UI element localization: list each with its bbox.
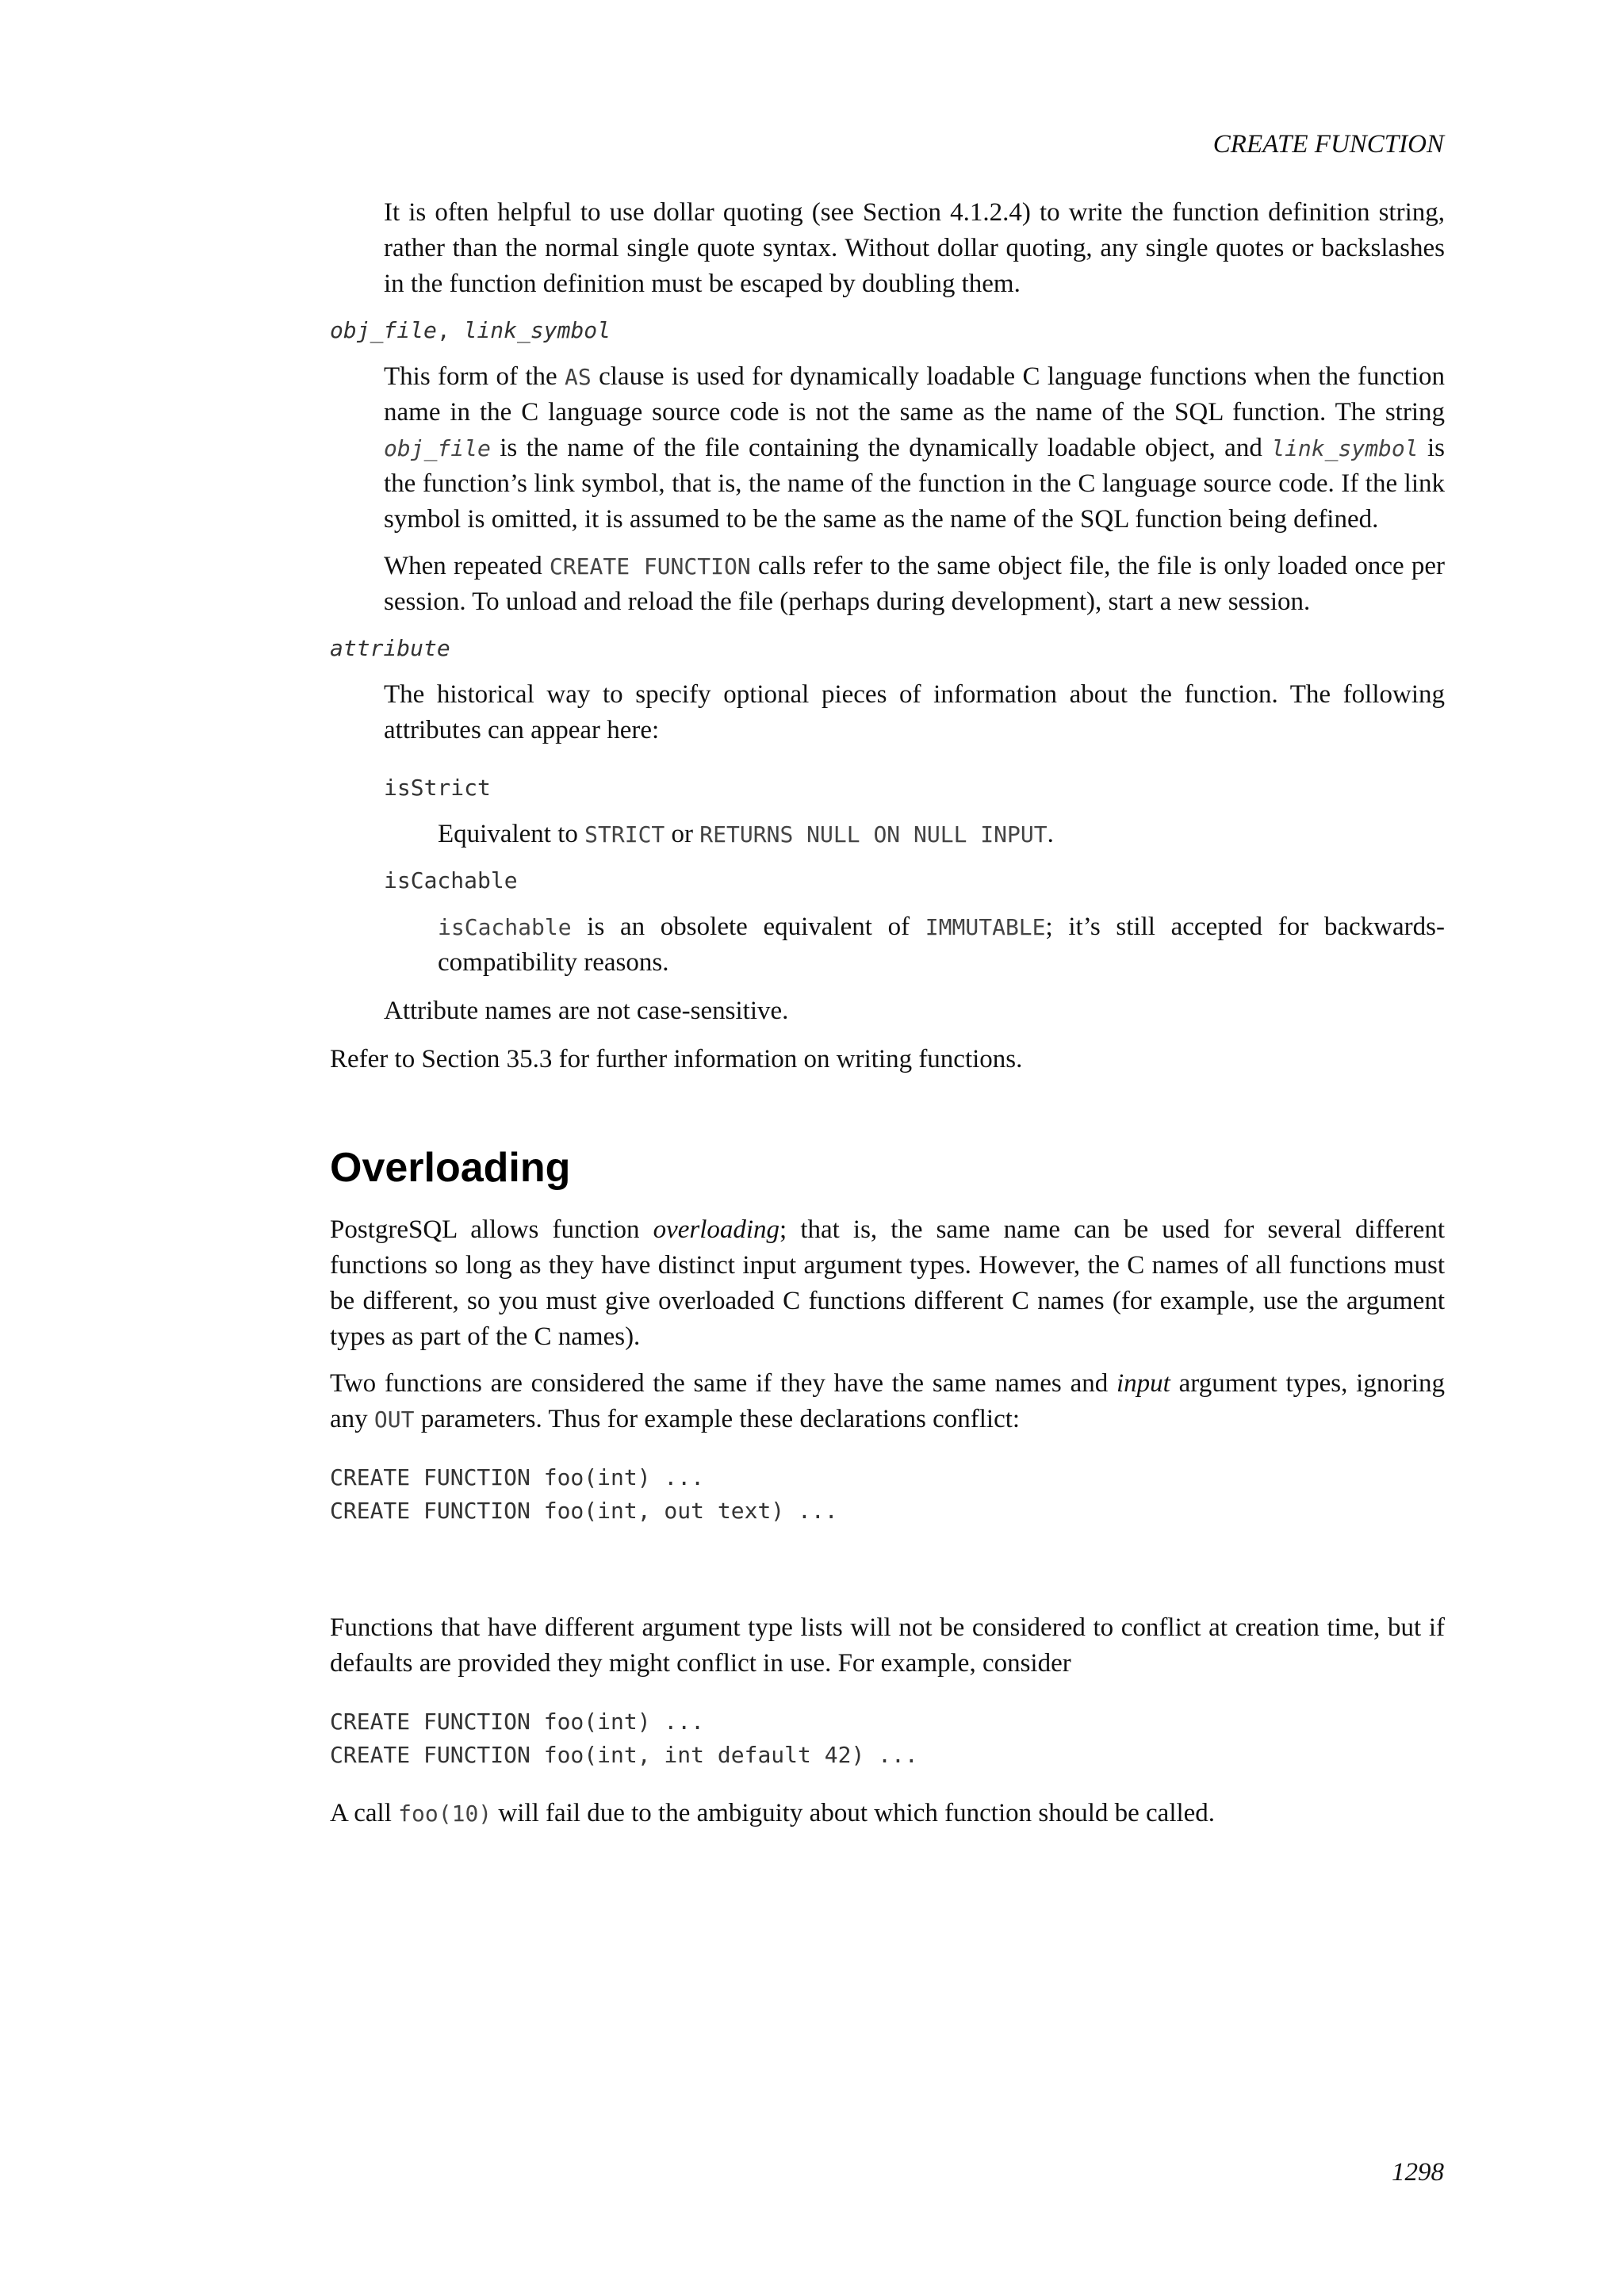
text: parameters. Thus for example these declarations conflict:: [414, 1405, 1021, 1433]
code-returns-null: RETURNS NULL ON NULL INPUT: [699, 821, 1048, 848]
text: Equivalent to: [438, 820, 585, 848]
text: When repeated: [384, 552, 550, 580]
text: or: [665, 820, 700, 848]
text: A call: [330, 1799, 399, 1827]
code-out: OUT: [373, 1406, 415, 1433]
overloading-paragraph-4: [330, 1796, 1445, 1831]
code-immutable: IMMUTABLE: [925, 914, 1046, 940]
code-obj-file: obj_file: [384, 435, 491, 461]
refer-paragraph: Refer to Section 35.3 for further information on writing functions.: [330, 1045, 1023, 1073]
term-link-symbol-name: link_symbol: [463, 317, 611, 343]
overloading-paragraph-1: [330, 1212, 1445, 1355]
definition-paragraph: It is often helpful to use dollar quoting (see Section 4.1.2.4) to write the function definition string, rather than the normal single quote syntax. Without dollar quoting, any single quotes or backslashes in the function definition must be escaped by doubling them.: [384, 198, 1445, 298]
text: is the name of the file containing the dynamically loadable object, and: [490, 434, 1272, 462]
iscachable-paragraph: [438, 909, 1445, 981]
text: .: [1047, 820, 1054, 848]
emphasis: input: [1116, 1369, 1170, 1398]
section-title-overloading: Overloading: [330, 1145, 571, 1191]
isstrict-paragraph: [438, 817, 1445, 852]
term-attribute: attribute: [330, 635, 450, 661]
code-strict: STRICT: [584, 821, 665, 848]
code-block-1: CREATE FUNCTION foo(int) ... CREATE FUNCTION foo(int, out text) ...: [330, 1464, 838, 1524]
overloading-paragraph-2: [330, 1366, 1445, 1437]
objfile-paragraph-2: [384, 549, 1445, 620]
term-obj-file-name: obj_file: [330, 317, 437, 343]
text: argument types, ignoring any: [330, 1369, 1445, 1433]
text: ; that is, the same name can be used for several different functions so long as they have distinct input argument types. However, the C names of all functions must be different, so you must give overloaded C functions different C names (for example, use the argument types as part of the C names).: [330, 1215, 1445, 1351]
term-obj-file: [330, 313, 1445, 348]
text: will fail due to the ambiguity about which function should be called.: [492, 1799, 1216, 1827]
text: is the function’s link symbol, that is, the name of the function in the C language source code. If the link symbol is omitted, it is assumed to be the same as the name of the SQL function being defined.: [384, 434, 1445, 534]
code-link-symbol: link_symbol: [1271, 435, 1419, 461]
code-iscachable: isCachable: [438, 914, 572, 940]
attribute-paragraph: The historical way to specify optional pieces of information about the function. The following attributes can appear here:: [384, 680, 1445, 744]
text: clause is used for dynamically loadable C language functions when the function name in the C language source code is not the same as the name of the SQL function. The string: [384, 362, 1445, 427]
term-isstrict: isStrict: [384, 775, 491, 801]
text: ; it’s still accepted for backwards-compatibility reasons.: [438, 913, 1445, 977]
overloading-paragraph-3: Functions that have different argument type lists will not be considered to conflict at creation time, but if defaults are provided they might conflict in use. For example, consider: [330, 1613, 1445, 1678]
text: This form of the: [384, 362, 565, 391]
term-iscachable: isCachable: [384, 867, 518, 894]
code-create-function: CREATE FUNCTION: [549, 553, 751, 580]
attribute-note: Attribute names are not case-sensitive.: [384, 997, 789, 1025]
text: is an obsolete equivalent of: [571, 913, 925, 941]
text: calls refer to the same object file, the file is only loaded once per session. To unload and reload the file (perhaps during development), start a new session.: [384, 552, 1445, 616]
text: PostgreSQL allows function: [330, 1215, 653, 1244]
code-foo-call: foo(10): [398, 1800, 492, 1827]
code-block-2: CREATE FUNCTION foo(int) ... CREATE FUNCTION foo(int, int default 42) ...: [330, 1709, 918, 1768]
page-content: [330, 195, 1445, 1831]
term-separator: ,: [436, 317, 464, 343]
running-header: CREATE FUNCTION: [1212, 130, 1444, 159]
objfile-paragraph: [384, 359, 1445, 538]
page-number: 1298: [1392, 2158, 1444, 2187]
code-as: AS: [565, 364, 592, 390]
emphasis: overloading: [653, 1215, 780, 1244]
text: Two functions are considered the same if they have the same names and: [330, 1369, 1117, 1398]
